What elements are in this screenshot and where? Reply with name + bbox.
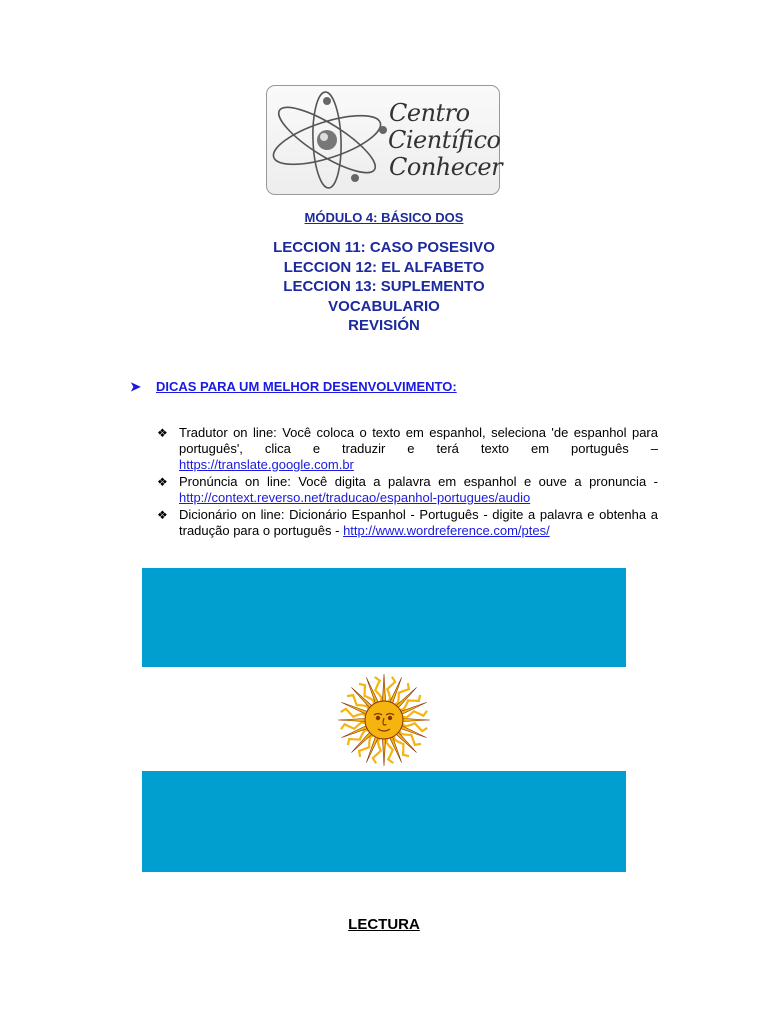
logo-line-2: Científico xyxy=(388,126,501,154)
tip-text: Tradutor on line: Você coloca o texto em espanhol, seleciona 'de espanhol para português', clica e traduzir e terá texto em português – xyxy=(179,425,658,456)
centro-cientifico-logo xyxy=(266,85,503,195)
logo-wordmark xyxy=(388,99,503,181)
tip-text: Pronúncia on line: Você digita a palavra em espanhol e ouve a pronuncia - xyxy=(179,474,658,489)
lesson-title: LECCION 12: EL ALFABETO xyxy=(283,258,485,276)
sun-of-may-icon xyxy=(332,672,436,768)
lesson-title: VOCABULARIO xyxy=(328,297,440,315)
diamond-bullet-icon: ❖ xyxy=(157,475,168,489)
dictionary-link[interactable]: http://www.wordreference.com/ptes/ xyxy=(343,523,550,538)
diamond-bullet-icon: ❖ xyxy=(157,508,168,522)
atom-logo-icon xyxy=(267,86,397,194)
lesson-title: LECCION 11: CASO POSESIVO xyxy=(273,239,495,256)
lesson-title: REVISIÓN xyxy=(348,317,420,334)
lesson-list xyxy=(0,238,768,336)
tip-text: Dicionário on line: Dicionário Espanhol - Português - digite a palavra e obtenha a tradução para o português - xyxy=(179,507,658,538)
translate-link[interactable]: https://translate.google.com.br xyxy=(179,457,354,472)
tips-heading-label: DICAS PARA UM MELHOR DESENVOLVIMENTO: xyxy=(156,379,457,394)
lesson-title: LECCION 13: SUPLEMENTO xyxy=(283,278,485,295)
argentina-flag xyxy=(142,568,626,872)
tips-heading xyxy=(130,379,457,395)
tips-list xyxy=(157,425,658,540)
diamond-bullet-icon: ❖ xyxy=(157,426,168,440)
module-title: MÓDULO 4: BÁSICO DOS xyxy=(304,210,464,225)
arrow-bullet-icon: ➤ xyxy=(130,379,141,394)
list-item xyxy=(157,425,658,473)
flag-bottom-band xyxy=(142,771,626,872)
list-item xyxy=(157,474,658,506)
logo-line-1: Centro xyxy=(389,99,470,127)
list-item xyxy=(157,507,658,539)
pronunciation-link[interactable]: http://context.reverso.net/traducao/espanhol-portugues/audio xyxy=(179,490,531,505)
section-title: LECTURA xyxy=(348,916,420,933)
flag-top-band xyxy=(142,568,626,667)
logo-line-3: Conhecer xyxy=(389,153,503,181)
